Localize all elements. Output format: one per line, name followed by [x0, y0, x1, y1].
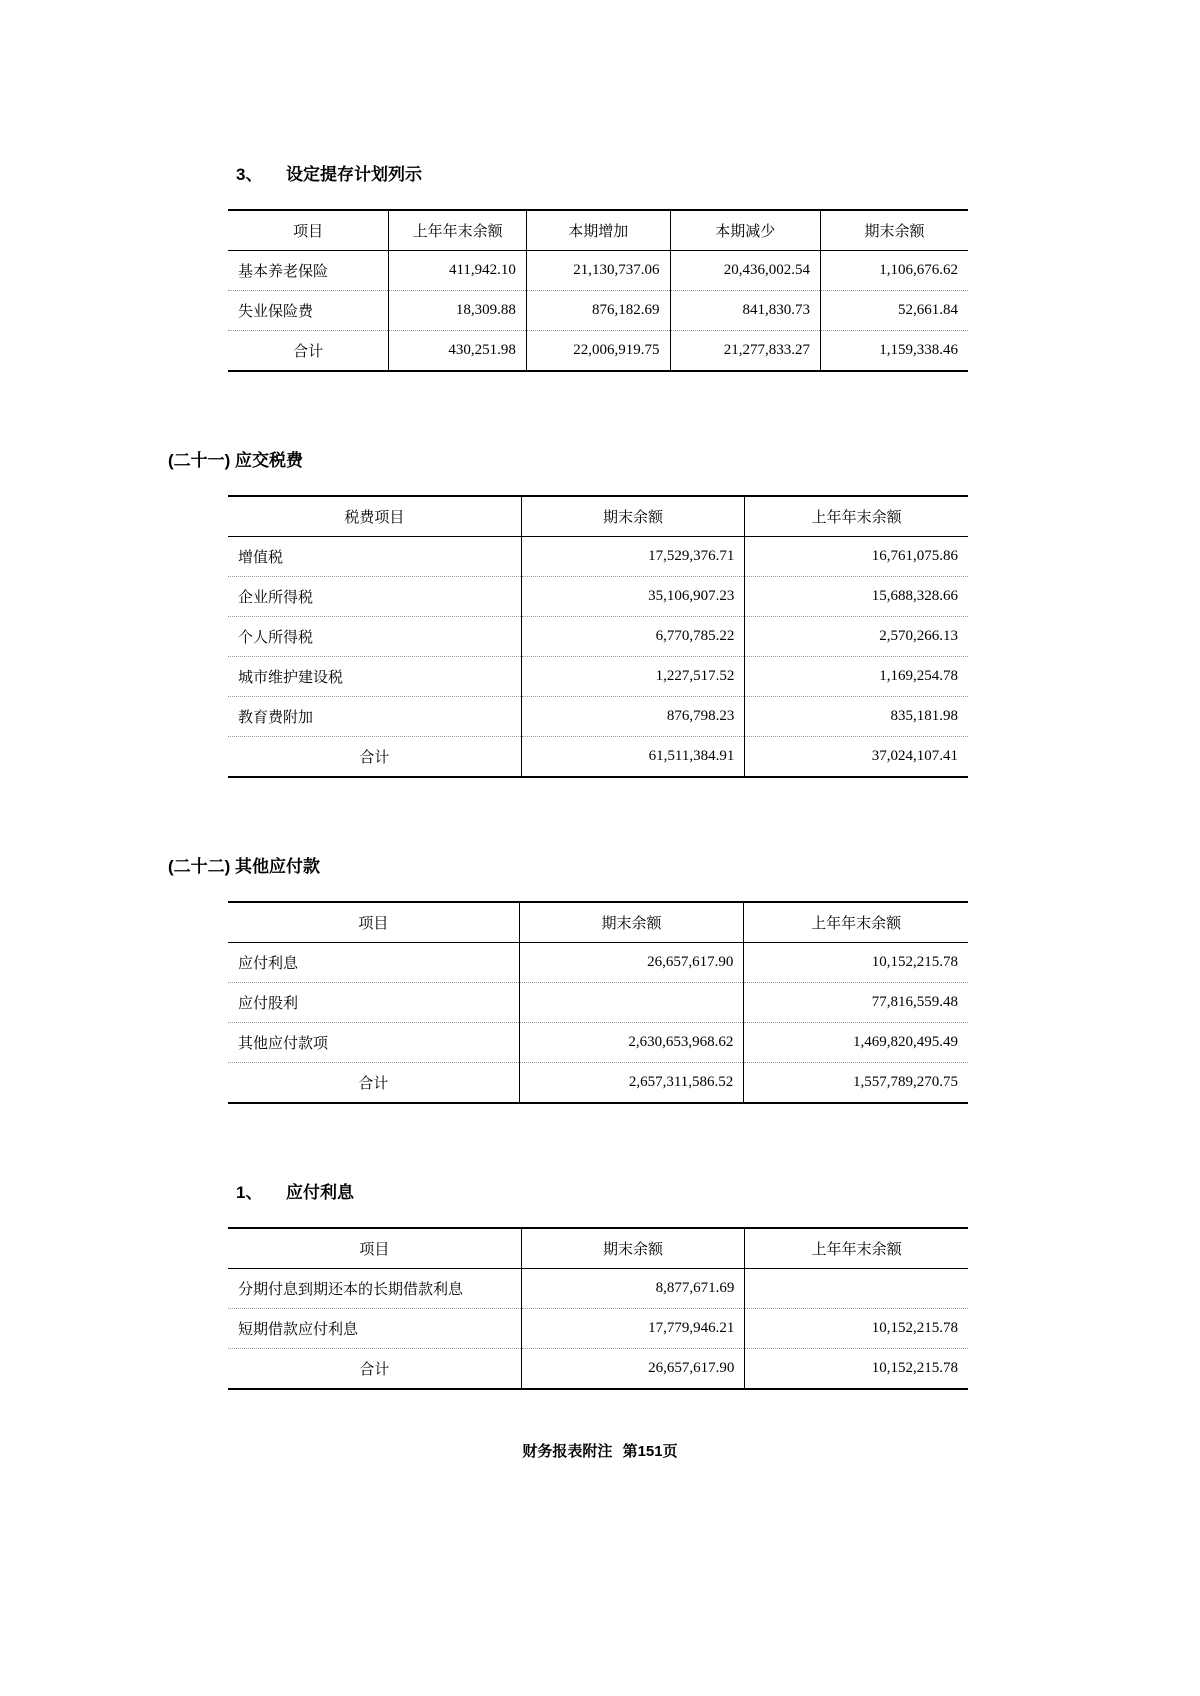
spacer [168, 1138, 968, 1178]
cell-total-value: 1,557,789,270.75 [744, 1063, 968, 1104]
table-row [228, 291, 968, 331]
cell-value: 876,182.69 [526, 291, 670, 331]
cell-item: 企业所得税 [228, 577, 521, 617]
cell-value: 411,942.10 [389, 251, 527, 291]
page-content [168, 160, 968, 1424]
col-header-item: 项目 [228, 902, 519, 943]
table-interest-payable [228, 1227, 968, 1390]
cell-value: 21,130,737.06 [526, 251, 670, 291]
col-header-period-end: 期末余额 [521, 496, 745, 537]
table-wrap-interest-payable [228, 1227, 968, 1390]
table-wrap-taxes-payable [228, 495, 968, 778]
heading-number: 1、 [236, 1183, 263, 1202]
col-header-item: 项目 [228, 1228, 521, 1269]
table-row [228, 251, 968, 291]
cell-item: 增值税 [228, 537, 521, 577]
cell-value: 835,181.98 [745, 697, 968, 737]
cell-value: 1,106,676.62 [820, 251, 968, 291]
cell-total-value: 61,511,384.91 [521, 737, 745, 778]
heading-plan-schedule [168, 160, 968, 185]
cell-value: 1,227,517.52 [521, 657, 745, 697]
section-plan-schedule [168, 160, 968, 372]
col-header-prior-year-end: 上年年末余额 [745, 496, 968, 537]
table-row [228, 697, 968, 737]
spacer [168, 406, 968, 446]
table-row [228, 617, 968, 657]
table-taxes-payable [228, 495, 968, 778]
col-header-period-end: 期末余额 [521, 1228, 745, 1269]
footer-page-number: 第151页 [622, 1443, 678, 1460]
cell-item: 其他应付款项 [228, 1023, 519, 1063]
table-plan-schedule [228, 209, 968, 372]
heading-other-payables: (二十二) 其他应付款 [168, 857, 321, 876]
cell-total-value: 1,159,338.46 [820, 331, 968, 372]
cell-total-value: 37,024,107.41 [745, 737, 968, 778]
cell-total-value: 22,006,919.75 [526, 331, 670, 372]
cell-total-label: 合计 [228, 331, 389, 372]
cell-value: 1,469,820,495.49 [744, 1023, 968, 1063]
cell-total-label: 合计 [228, 1063, 519, 1104]
cell-value: 77,816,559.48 [744, 983, 968, 1023]
cell-total-value: 26,657,617.90 [521, 1349, 745, 1390]
table-wrap-other-payables [228, 901, 968, 1104]
table-row [228, 537, 968, 577]
col-header-prior-year-end: 上年年末余额 [744, 902, 968, 943]
table-header-row [228, 1228, 968, 1269]
page-footer [0, 1440, 1200, 1461]
cell-value: 10,152,215.78 [745, 1309, 968, 1349]
table-total-row [228, 1063, 968, 1104]
col-header-period-end: 期末余额 [820, 210, 968, 251]
cell-total-value: 10,152,215.78 [745, 1349, 968, 1390]
col-header-prior-year-end: 上年年末余额 [389, 210, 527, 251]
cell-item: 城市维护建设税 [228, 657, 521, 697]
cell-value: 841,830.73 [670, 291, 820, 331]
cell-value: 52,661.84 [820, 291, 968, 331]
cell-total-value: 21,277,833.27 [670, 331, 820, 372]
cell-value [519, 983, 744, 1023]
table-row [228, 657, 968, 697]
col-header-item: 项目 [228, 210, 389, 251]
cell-item: 教育费附加 [228, 697, 521, 737]
cell-value: 35,106,907.23 [521, 577, 745, 617]
heading-text: 设定提存计划列示 [286, 165, 422, 184]
col-header-period-increase: 本期增加 [526, 210, 670, 251]
cell-value: 17,779,946.21 [521, 1309, 745, 1349]
table-header-row [228, 902, 968, 943]
table-row [228, 1269, 968, 1309]
table-row [228, 943, 968, 983]
cell-total-label: 合计 [228, 1349, 521, 1390]
table-other-payables [228, 901, 968, 1104]
cell-total-label: 合计 [228, 737, 521, 778]
section-interest-payable [168, 1178, 968, 1390]
col-header-tax-item: 税费项目 [228, 496, 521, 537]
cell-value: 10,152,215.78 [744, 943, 968, 983]
col-header-prior-year-end: 上年年末余额 [745, 1228, 968, 1269]
cell-value: 20,436,002.54 [670, 251, 820, 291]
table-row [228, 1023, 968, 1063]
table-row [228, 577, 968, 617]
section-other-payables [168, 852, 968, 1104]
cell-value: 15,688,328.66 [745, 577, 968, 617]
cell-value: 2,630,653,968.62 [519, 1023, 744, 1063]
cell-item: 短期借款应付利息 [228, 1309, 521, 1349]
table-header-row [228, 496, 968, 537]
cell-value: 2,570,266.13 [745, 617, 968, 657]
cell-value: 17,529,376.71 [521, 537, 745, 577]
cell-total-value: 430,251.98 [389, 331, 527, 372]
cell-value: 6,770,785.22 [521, 617, 745, 657]
cell-item: 应付股利 [228, 983, 519, 1023]
table-row [228, 983, 968, 1023]
cell-item: 基本养老保险 [228, 251, 389, 291]
heading-taxes-payable: (二十一) 应交税费 [168, 451, 304, 470]
table-header-row [228, 210, 968, 251]
table-wrap-plan-schedule [228, 209, 968, 372]
table-total-row [228, 1349, 968, 1390]
cell-value: 26,657,617.90 [519, 943, 744, 983]
cell-item: 应付利息 [228, 943, 519, 983]
cell-value: 16,761,075.86 [745, 537, 968, 577]
cell-value [745, 1269, 968, 1309]
col-header-period-end: 期末余额 [519, 902, 744, 943]
cell-value: 1,169,254.78 [745, 657, 968, 697]
heading-text: 应付利息 [286, 1183, 354, 1202]
cell-total-value: 2,657,311,586.52 [519, 1063, 744, 1104]
cell-item: 失业保险费 [228, 291, 389, 331]
heading-number: 3、 [236, 165, 263, 184]
cell-item: 分期付息到期还本的长期借款利息 [228, 1269, 521, 1309]
table-row [228, 1309, 968, 1349]
cell-item: 个人所得税 [228, 617, 521, 657]
cell-value: 18,309.88 [389, 291, 527, 331]
table-total-row [228, 331, 968, 372]
footer-label: 财务报表附注 [522, 1443, 613, 1460]
heading-interest-payable [168, 1178, 968, 1203]
spacer [168, 812, 968, 852]
col-header-period-decrease: 本期减少 [670, 210, 820, 251]
table-total-row [228, 737, 968, 778]
cell-value: 876,798.23 [521, 697, 745, 737]
section-taxes-payable [168, 446, 968, 778]
cell-value: 8,877,671.69 [521, 1269, 745, 1309]
